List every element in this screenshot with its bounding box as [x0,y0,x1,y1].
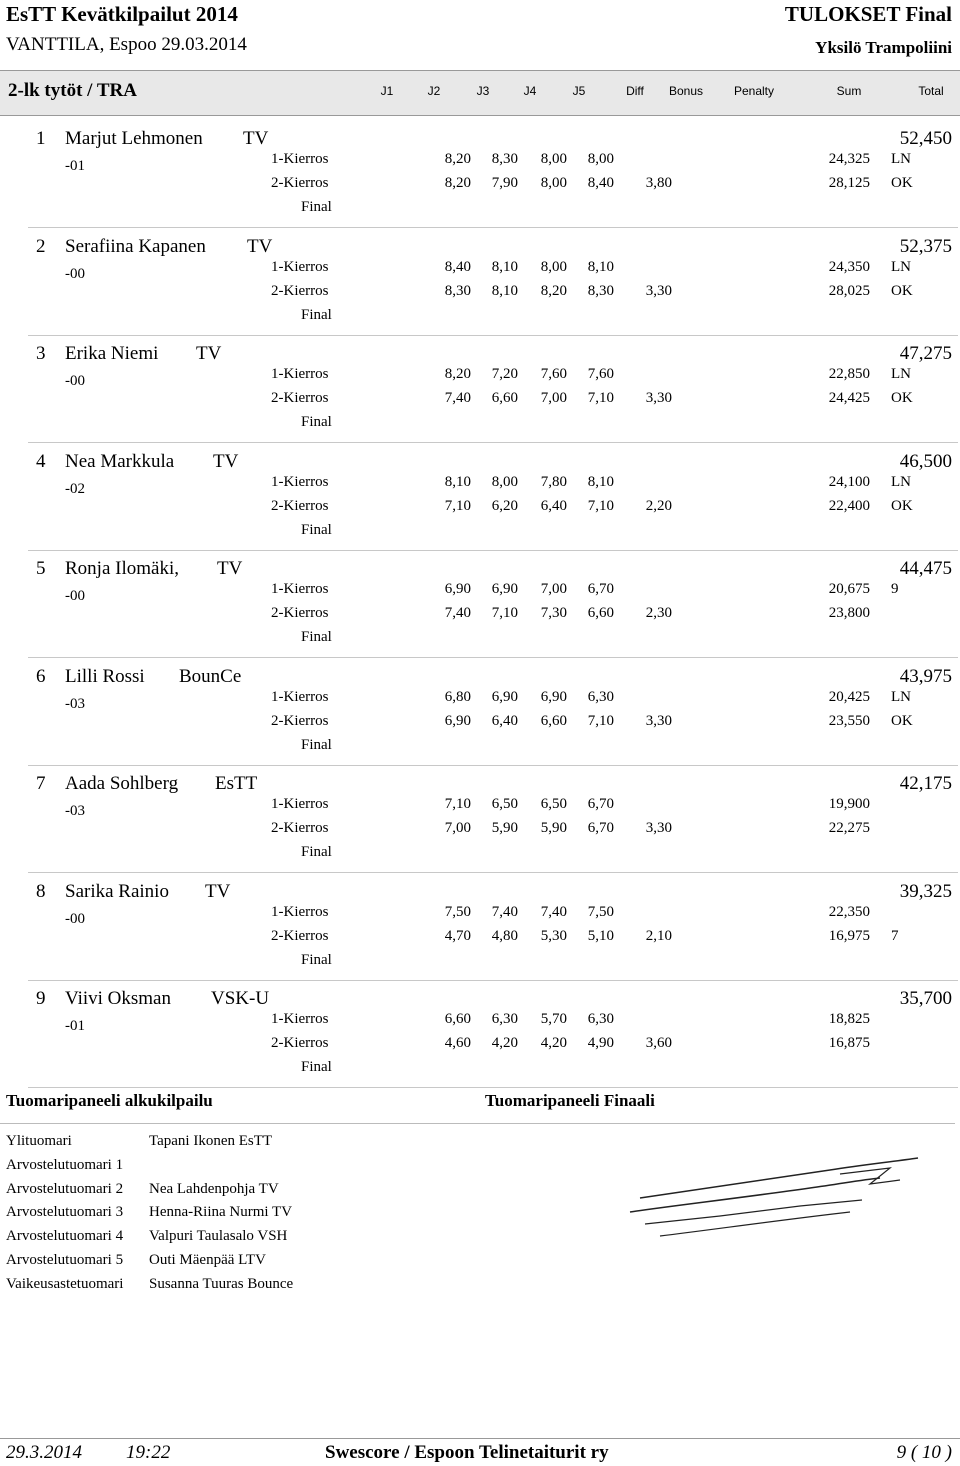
score-sum: 18,825 [828,1011,870,1027]
results-title: TULOKSET Final [784,2,952,26]
footer-page: 9 ( 10 ) [896,1442,952,1463]
score-j1: 4,60 [444,1035,471,1051]
round-status: 9 [891,581,899,597]
score-j3: 4,20 [540,1035,567,1051]
round-label: 1-Kierros [271,258,329,275]
athlete-result [28,658,958,766]
round-status: LN [891,473,911,490]
round-row [28,713,958,737]
rank: 1 [36,128,46,149]
score-j4: 6,70 [587,796,614,812]
round-label: 2-Kierros [271,497,329,514]
round-row [28,498,958,522]
score-j3: 6,50 [540,796,567,812]
athlete-name: Serafiina Kapanen [65,235,206,257]
score-j4: 8,30 [587,282,614,299]
round-status: OK [891,712,913,729]
score-sum: 24,325 [828,151,870,167]
panel-final-title: Tuomaripaneeli Finaali [485,1091,655,1110]
score-sum: 22,350 [828,903,870,920]
birth-year: -03 [65,695,85,712]
total-score: 43,975 [899,665,952,687]
round-label: 1-Kierros [271,796,329,812]
judge-role: Ylituomari [6,1133,72,1149]
total-score: 35,700 [899,988,952,1009]
round-label: 2-Kierros [271,927,329,944]
judge-role: Arvostelutuomari 4 [6,1228,124,1245]
score-j1: 8,20 [444,151,471,167]
score-sum: 24,100 [828,473,870,490]
round-row [28,175,958,199]
score-diff: 3,30 [645,820,672,836]
score-sum: 28,025 [828,282,870,299]
score-j4: 8,00 [587,151,614,167]
round-label: 1-Kierros [271,151,329,167]
score-sum: 28,125 [828,175,870,191]
final-label: Final [301,521,332,538]
score-j3: 7,00 [540,390,567,406]
judge-role: Vaikeusastetuomari [6,1275,124,1292]
round-label: 1-Kierros [271,473,329,490]
score-diff: 3,30 [645,282,672,299]
score-j4: 6,70 [587,820,614,836]
round-row [28,366,958,390]
club: TV [243,128,269,149]
col-total: Total [918,84,944,98]
score-j3: 8,00 [540,175,567,191]
score-j3: 8,00 [540,151,567,167]
birth-year: -00 [65,265,85,282]
col-j1: J1 [380,84,394,98]
final-label: Final [301,951,332,968]
final-row [28,952,958,976]
score-diff: 3,30 [645,712,672,729]
score-j4: 8,10 [587,258,614,275]
final-label: Final [301,736,332,753]
round-row [28,796,958,820]
score-j1: 4,70 [444,927,471,944]
round-row [28,689,958,713]
footer-software: Swescore / Espoon Telinetaiturit ry [325,1442,609,1463]
score-j3: 7,80 [540,473,567,490]
athlete-result [28,765,958,873]
score-j1: 7,10 [444,497,471,514]
round-status: OK [891,497,913,514]
score-j2: 8,00 [491,473,518,490]
score-j2: 6,40 [491,712,518,729]
score-sum: 22,400 [828,497,870,514]
score-j1: 6,90 [444,712,471,729]
score-j2: 4,20 [491,1035,518,1051]
score-sum: 19,900 [828,796,870,812]
round-status: LN [891,688,911,705]
score-diff: 3,30 [645,390,672,406]
athlete-result [28,120,958,228]
score-j2: 8,10 [491,258,518,275]
rank: 8 [36,880,46,902]
final-label: Final [301,844,332,860]
score-j2: 6,90 [491,581,518,597]
birth-year: -02 [65,480,85,497]
round-status: LN [891,151,911,167]
score-sum: 16,875 [828,1035,870,1051]
score-sum: 22,850 [828,366,870,382]
club: EsTT [215,773,258,794]
final-label: Final [301,199,332,215]
rank: 3 [36,343,46,364]
athlete-result [28,550,958,658]
round-status: OK [891,390,913,406]
round-row [28,1011,958,1035]
score-j1: 6,90 [444,581,471,597]
round-row [28,1035,958,1059]
round-label: 2-Kierros [271,1035,329,1051]
score-sum: 24,350 [828,258,870,275]
score-j3: 7,30 [540,605,567,621]
panel-divider [0,1123,955,1124]
round-label: 2-Kierros [271,712,329,729]
round-row [28,820,958,844]
final-row [28,522,958,546]
round-label: 1-Kierros [271,688,329,705]
round-row [28,283,958,307]
round-label: 1-Kierros [271,903,329,920]
score-sum: 16,975 [828,927,870,944]
score-j2: 4,80 [491,927,518,944]
judge-role: Arvostelutuomari 2 [6,1180,124,1197]
score-j3: 5,70 [540,1011,567,1027]
col-diff: Diff [626,84,644,98]
round-row [28,259,958,283]
round-row [28,474,958,498]
athlete-result [28,443,958,551]
score-diff: 3,60 [645,1035,672,1051]
athlete-name: Viivi Oksman [65,988,171,1009]
club: TV [213,450,239,472]
col-j5: J5 [572,84,586,98]
round-label: 2-Kierros [271,605,329,621]
footer-time: 19:22 [126,1442,171,1463]
score-j1: 6,80 [444,688,471,705]
round-status: OK [891,282,913,299]
judge-signature [600,1140,940,1250]
final-row [28,1059,958,1083]
score-j1: 7,40 [444,605,471,621]
total-score: 52,375 [899,235,952,257]
round-status: LN [891,366,911,382]
discipline-title: Yksilö Trampoliini [815,38,952,57]
score-j4: 6,60 [587,605,614,621]
score-j2: 7,20 [491,366,518,382]
birth-year: -00 [65,588,85,604]
final-row [28,629,958,653]
round-label: 2-Kierros [271,175,329,191]
judge-name: Nea Lahdenpohja TV [149,1180,279,1197]
category-title: 2-lk tytöt / TRA [8,80,137,101]
final-row [28,307,958,331]
score-diff: 2,20 [645,497,672,514]
score-j3: 5,30 [540,927,567,944]
round-label: 1-Kierros [271,581,329,597]
club: TV [217,558,243,579]
athlete-name: Aada Sohlberg [65,773,179,794]
athlete-name: Nea Markkula [65,450,175,472]
round-row [28,390,958,414]
score-j2: 7,90 [491,175,518,191]
round-label: 1-Kierros [271,366,329,382]
score-diff: 3,80 [645,175,672,191]
rank: 7 [36,773,46,794]
total-score: 39,325 [899,880,952,902]
club: TV [205,880,231,902]
score-sum: 23,800 [828,605,870,621]
score-j1: 7,10 [444,796,471,812]
score-j2: 6,30 [491,1011,518,1027]
total-score: 44,475 [899,558,952,579]
final-row [28,199,958,223]
score-j3: 6,60 [540,712,567,729]
birth-year: -00 [65,910,85,927]
round-row [28,581,958,605]
athlete-result [28,228,958,336]
score-j2: 6,60 [491,390,518,406]
score-j2: 8,10 [491,282,518,299]
score-j3: 6,40 [540,497,567,514]
event-title: EsTT Kevätkilpailut 2014 [6,2,238,26]
club: VSK-U [211,988,270,1009]
birth-year: -01 [65,1018,85,1034]
judge-role: Arvostelutuomari 5 [6,1252,124,1268]
score-j2: 6,90 [491,688,518,705]
score-j1: 7,50 [444,903,471,920]
score-diff: 2,30 [645,605,672,621]
score-j4: 8,40 [587,175,614,191]
footer-date: 29.3.2014 [6,1442,82,1463]
judge-role: Arvostelutuomari 3 [6,1204,124,1221]
score-j2: 6,50 [491,796,518,812]
birth-year: -01 [65,158,85,174]
judge-name: Valpuri Taulasalo VSH [149,1228,288,1245]
score-j3: 5,90 [540,820,567,836]
athlete-result [28,980,958,1088]
score-j4: 7,60 [587,366,614,382]
score-j2: 7,10 [491,605,518,621]
club: TV [196,343,222,364]
total-score: 42,175 [899,773,952,794]
score-j2: 7,40 [491,903,518,920]
score-j3: 7,00 [540,581,567,597]
score-sum: 20,425 [828,688,870,705]
athlete-name: Erika Niemi [65,343,159,364]
round-row [28,928,958,952]
score-sum: 22,275 [828,820,870,836]
score-j3: 7,60 [540,366,567,382]
final-label: Final [301,414,332,430]
judge-name: Tapani Ikonen EsTT [149,1133,273,1149]
score-sum: 24,425 [828,390,870,406]
score-j4: 8,10 [587,473,614,490]
round-label: 2-Kierros [271,282,329,299]
location-date: VANTTILA, Espoo 29.03.2014 [6,34,247,55]
score-j2: 5,90 [491,820,518,836]
footer-rule [0,1438,960,1439]
score-j3: 8,20 [540,282,567,299]
panel-preliminary-title: Tuomaripaneeli alkukilpailu [6,1091,213,1110]
final-row [28,414,958,438]
score-j4: 7,50 [587,903,614,920]
athlete-name: Ronja Ilomäki, [65,558,179,579]
score-j4: 6,30 [587,1011,614,1027]
final-row [28,844,958,868]
score-j1: 8,40 [444,258,471,275]
col-j3: J3 [476,84,490,98]
round-row [28,151,958,175]
score-j3: 8,00 [540,258,567,275]
score-j3: 6,90 [540,688,567,705]
judge-role: Arvostelutuomari 1 [6,1156,124,1173]
rank: 4 [36,450,46,472]
score-j1: 7,00 [444,820,471,836]
round-label: 1-Kierros [271,1011,329,1027]
score-j1: 8,30 [444,282,471,299]
round-label: 2-Kierros [271,820,329,836]
club: BounCe [179,665,242,687]
score-sum: 20,675 [828,581,870,597]
score-j4: 4,90 [587,1035,614,1051]
round-status: LN [891,258,911,275]
score-j2: 6,20 [491,497,518,514]
total-score: 52,450 [899,128,952,149]
total-score: 46,500 [899,450,952,472]
score-j4: 7,10 [587,497,614,514]
athlete-name: Sarika Rainio [65,880,169,902]
score-sum: 23,550 [828,712,870,729]
round-status: 7 [891,927,899,944]
score-j4: 6,70 [587,581,614,597]
rank: 6 [36,665,46,687]
judge-name: Outi Mäenpää LTV [149,1252,266,1268]
score-j3: 7,40 [540,903,567,920]
rank: 5 [36,558,46,579]
col-j2: J2 [427,84,441,98]
birth-year: -00 [65,373,85,389]
round-label: 2-Kierros [271,390,329,406]
judge-name: Henna-Riina Nurmi TV [149,1204,293,1221]
athlete-result [28,335,958,443]
score-j1: 8,10 [444,473,471,490]
score-j1: 6,60 [444,1011,471,1027]
col-penalty: Penalty [733,84,775,98]
final-label: Final [301,306,332,323]
score-j4: 6,30 [587,688,614,705]
club: TV [247,235,273,257]
score-diff: 2,10 [645,927,672,944]
final-label: Final [301,629,332,645]
rank: 9 [36,988,46,1009]
final-label: Final [301,1059,332,1075]
athlete-name: Lilli Rossi [65,665,145,687]
final-row [28,737,958,761]
score-j2: 8,30 [491,151,518,167]
col-sum: Sum [836,84,862,98]
score-j4: 7,10 [587,712,614,729]
round-status: OK [891,175,913,191]
col-bonus: Bonus [668,84,704,98]
rank: 2 [36,235,46,257]
score-j4: 5,10 [587,927,614,944]
col-j4: J4 [523,84,537,98]
round-row [28,904,958,928]
score-j1: 8,20 [444,175,471,191]
birth-year: -03 [65,803,85,819]
score-j4: 7,10 [587,390,614,406]
judge-name: Susanna Tuuras Bounce [149,1275,294,1292]
score-j1: 8,20 [444,366,471,382]
athlete-name: Marjut Lehmonen [65,128,203,149]
round-row [28,605,958,629]
score-j1: 7,40 [444,390,471,406]
total-score: 47,275 [899,343,952,364]
athlete-result [28,873,958,981]
